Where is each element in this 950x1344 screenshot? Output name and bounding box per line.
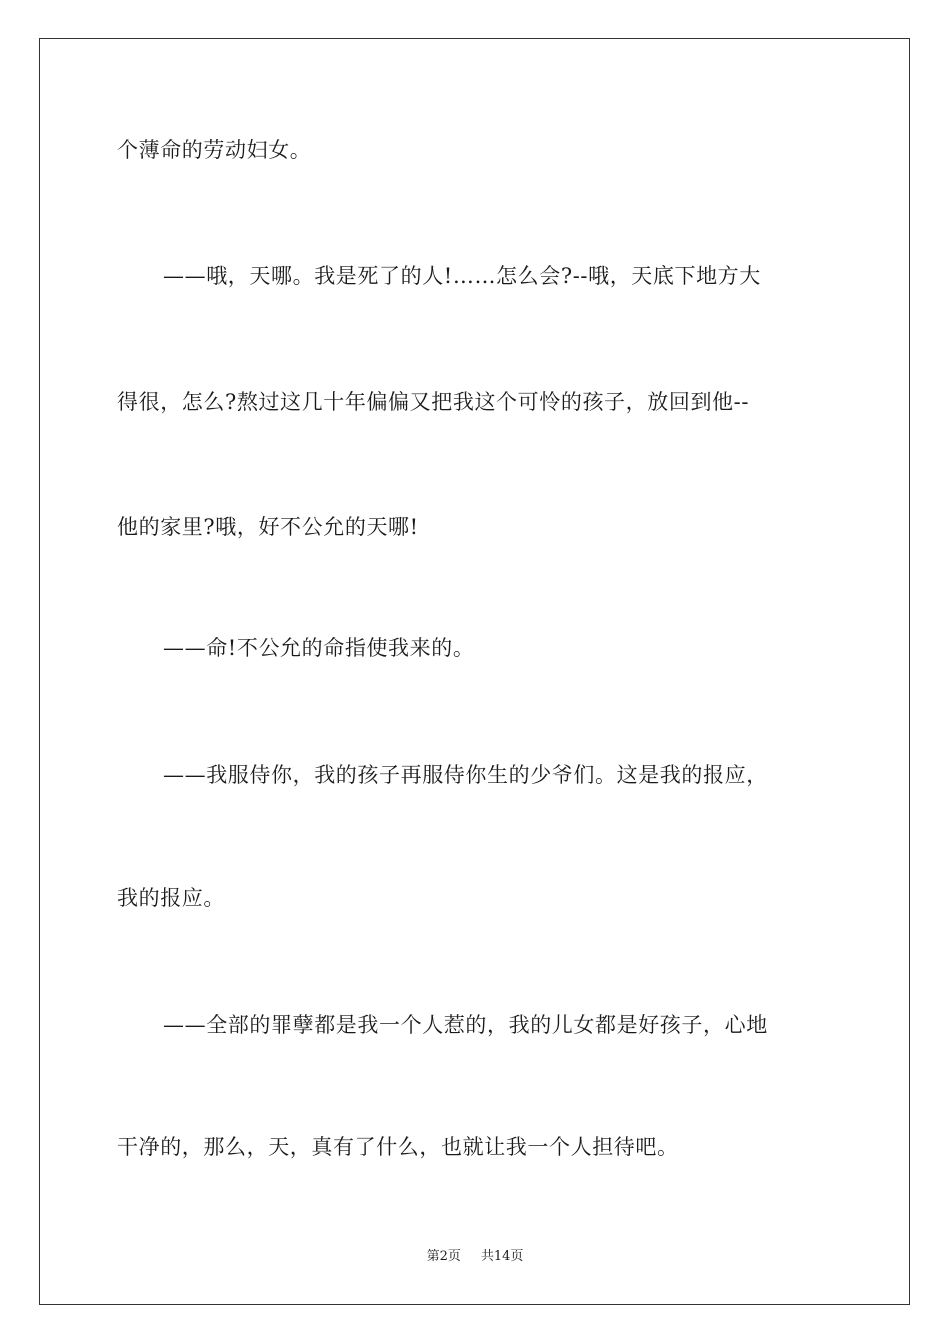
text-line-5: ——命!不公允的命指使我来的。 xyxy=(163,636,475,660)
text-line-1: 个薄命的劳动妇女。 xyxy=(117,138,312,162)
page-footer xyxy=(0,1248,950,1266)
page-border xyxy=(39,38,910,1305)
text-line-3: 得很，怎么?熬过这几十年偏偏又把我这个可怜的孩子，放回到他-- xyxy=(117,390,750,414)
text-line-6: ——我服侍你，我的孩子再服侍你生的少爷们。这是我的报应， xyxy=(163,763,768,787)
text-line-9: 干净的，那么，天，真有了什么，也就让我一个人担待吧。 xyxy=(117,1135,679,1159)
page-number: 第2页 xyxy=(426,1249,461,1264)
text-line-8: ——全部的罪孽都是我一个人惹的，我的儿女都是好孩子，心地 xyxy=(163,1013,768,1037)
text-line-4: 他的家里?哦，好不公允的天哪! xyxy=(117,515,419,539)
text-line-7: 我的报应。 xyxy=(117,886,225,910)
page-total: 共14页 xyxy=(480,1249,524,1264)
text-line-2: ——哦，天哪。我是死了的人!……怎么会?--哦，天底下地方大 xyxy=(163,264,761,288)
